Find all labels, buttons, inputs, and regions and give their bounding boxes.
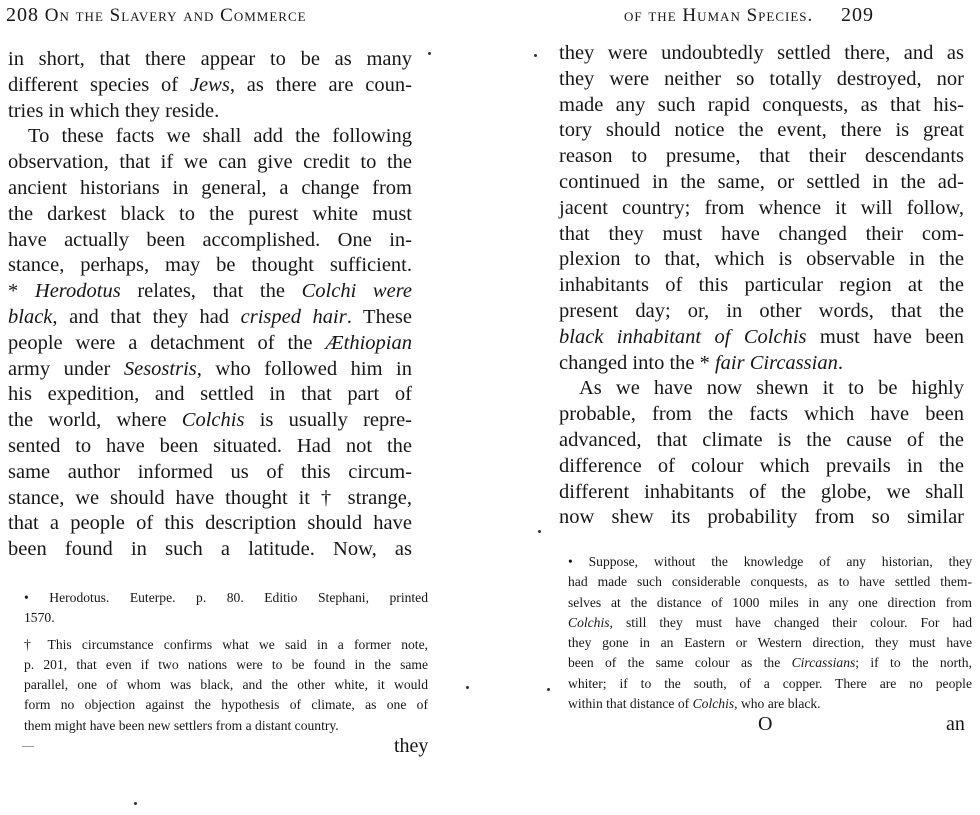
right-footnotes — [568, 552, 972, 714]
left-rule — [22, 746, 34, 747]
body-line: * Herodotus relates, that the Colchi were — [8, 280, 413, 303]
right-catchword: an — [946, 713, 965, 735]
body-line: people were a detachment of the Æthiopian — [8, 331, 412, 354]
body-line: made any such rapid conquests, as that his- — [559, 93, 964, 116]
right-page — [490, 0, 980, 815]
left-footnotes — [24, 588, 428, 736]
footnote-line: been of the same colour as the Circassians; if to the north, — [568, 655, 972, 671]
body-line: advanced, that climate is the cause of the — [559, 428, 964, 451]
ink-speck — [428, 52, 431, 55]
body-line: probable, from the facts which have been — [559, 403, 964, 426]
footnote-line: they gone in an Eastern or Western direction, they must have — [568, 635, 972, 651]
signature-mark: O — [758, 713, 773, 735]
footnote-line: p. 201, that even if two nations were to be found in the same — [24, 656, 428, 672]
body-line: present day; or, in other words, that the — [559, 299, 964, 322]
body-line: that a people of this description should have — [8, 512, 412, 535]
footnote-line: them might have been new settlers from a distant country. — [24, 717, 339, 733]
footnote-line: within that distance of Colchis, who are black. — [568, 696, 821, 712]
footnote-line: † This circumstance confirms what we said in a former note, — [24, 636, 428, 652]
ink-speck — [534, 54, 537, 57]
body-line: sented to have been situated. Had not the — [8, 434, 412, 457]
left-running-head — [6, 4, 307, 32]
body-line: ancient historians in general, a change from — [8, 176, 412, 199]
body-line: now shew its probability from so similar — [559, 506, 964, 529]
body-line: inhabitants of this particular region at the — [559, 274, 964, 297]
left-page-number: 208 — [6, 4, 39, 26]
body-line: been found in such a latitude. Now, as — [8, 538, 412, 561]
ink-speck — [466, 686, 469, 689]
footnote-line: whiter; if to the south, of a copper. There are no people — [568, 675, 972, 691]
footnote-line: parallel, one of whom was black, and the other white, it would — [24, 677, 428, 693]
body-line: black, and that they had crisped hair. These — [8, 305, 412, 328]
left-body-text — [8, 47, 412, 563]
body-line: the darkest black to the purest white must — [8, 202, 412, 225]
body-line: changed into the * fair Circassian. — [559, 351, 843, 374]
body-line: plexion to that, which is observable in the — [559, 248, 964, 271]
body-line: have actually been accomplished. One in- — [8, 228, 412, 251]
body-line: that they must have changed their com- — [559, 222, 964, 245]
body-line: jacent country; from whence it will follow, — [559, 196, 964, 219]
right-running-head — [624, 4, 874, 32]
footnote-line: selves at the distance of 1000 miles in any one direction from — [568, 594, 972, 610]
body-line: they were neither so totally destroyed, nor — [559, 67, 964, 90]
body-line: observation, that if we can give credit to the — [8, 151, 412, 174]
body-line: To these facts we shall add the following — [28, 125, 412, 148]
footnote-line: had made such considerable conquests, as to have settled them- — [568, 574, 972, 590]
body-line: stance, perhaps, may be thought sufficient. — [8, 254, 412, 277]
body-line: same author informed us of this circum- — [8, 460, 412, 483]
body-line: his expedition, and settled in that part of — [8, 383, 412, 406]
left-catchword: they — [394, 735, 429, 757]
ink-speck — [538, 530, 541, 533]
body-line: in short, that there appear to be as many — [8, 48, 412, 70]
body-line: reason to presume, that their descendants — [559, 145, 964, 168]
body-line: stance, we should have thought it † strange, — [8, 486, 412, 509]
body-line: tory should notice the event, there is great — [559, 119, 964, 142]
left-running-title: On the Slavery and Commerce — [44, 5, 307, 26]
footnote-line: form no objection against the hypothesis of climate, as one of — [24, 697, 428, 713]
body-line: army under Sesostris, who followed him in — [8, 357, 413, 380]
body-line: different species of Jews, as there are coun- — [8, 73, 412, 96]
right-body-text — [559, 41, 964, 531]
ink-speck — [547, 688, 550, 691]
body-line: black inhabitant of Colchis must have been — [559, 325, 964, 348]
body-line: difference of colour which prevails in the — [559, 454, 964, 477]
body-line: different inhabitants of the globe, we shall — [559, 480, 964, 503]
footnote-line: 1570. — [24, 610, 55, 626]
footnote-line: Colchis, still they must have changed their colour. For had — [568, 614, 972, 630]
body-line: As we have now shewn it to be highly — [579, 377, 964, 400]
body-line: they were undoubtedly settled there, and as — [559, 42, 964, 64]
right-running-title: of the Human Species. — [624, 5, 814, 26]
footnote-line: • Suppose, without the knowledge of any historian, they — [568, 554, 972, 569]
footnote-line: • Herodotus. Euterpe. p. 80. Editio Stephani, printed — [24, 590, 428, 605]
right-page-number: 209 — [841, 4, 874, 26]
body-line: continued in the same, or settled in the ad- — [559, 170, 964, 193]
ink-speck — [134, 802, 137, 805]
body-line: the world, where Colchis is usually repre- — [8, 409, 412, 432]
body-line: tries in which they reside. — [8, 99, 220, 122]
